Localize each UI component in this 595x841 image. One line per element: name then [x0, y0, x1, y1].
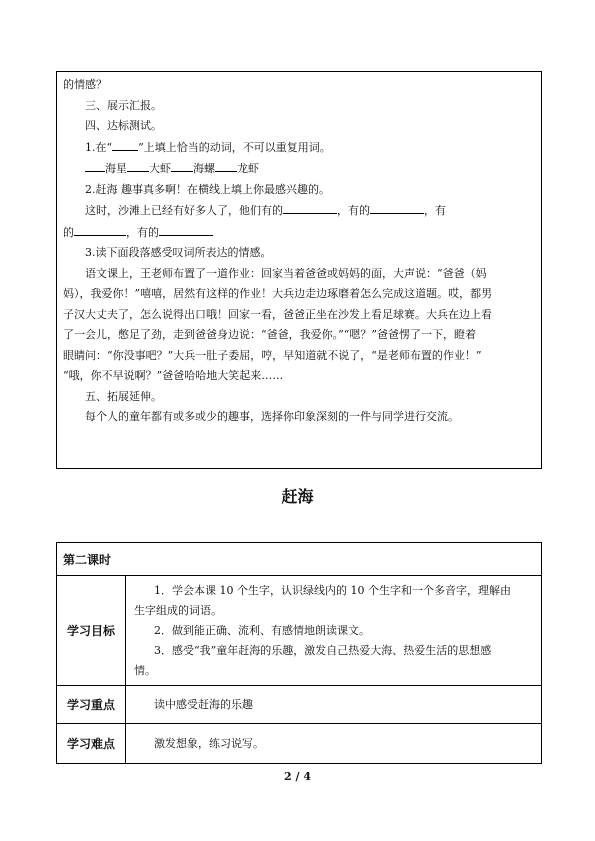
fill-line: 这时，沙滩上已经有好多人了，他们有的 ，有的 ，有: [63, 200, 535, 222]
answer-blank[interactable]: [112, 137, 138, 151]
verb-fill-line: 海星 大虾 海螺 龙虾: [63, 158, 535, 180]
text-line: 每个人的童年都有或多或少的趣事，选择你印象深刻的一件与同学进行交流。: [85, 410, 459, 423]
table-header: 第二课时: [57, 543, 542, 576]
lesson-plan-table: [56, 542, 542, 764]
difficulty-label: 学习难点: [57, 724, 126, 764]
focus-content: 读中感受赶海的乐趣: [126, 686, 542, 724]
section-heading: 五、拓展延伸。: [85, 389, 162, 403]
difficulty-content: 激发想象，练习说写。: [126, 724, 542, 764]
passage-line: 子汉大丈夫了，怎么说得出口哦！回家一看，爸爸正坐在沙发上看足球赛。大兵在边上看: [63, 307, 492, 321]
answer-blank[interactable]: [171, 158, 193, 172]
answer-blank[interactable]: [283, 200, 337, 214]
answer-blank[interactable]: [370, 200, 424, 214]
section-title: 赶海: [281, 487, 314, 506]
goals-label: 学习目标: [57, 576, 126, 686]
answer-blank[interactable]: [215, 158, 237, 172]
goals-content: 1．学会本课 10 个生字，认识绿线内的 10 个生字和一个多音字，理解由 生字组成的词语。 2．做到能正确、流利、有感情地朗读课文。 3．感受“我”童年赶海的乐趣，激发自己热爱大海、热爱生活的思想感 情。: [126, 576, 542, 686]
answer-blank[interactable]: [74, 222, 126, 236]
answer-blank[interactable]: [127, 158, 149, 172]
passage-line: 妈），我爱你！”嘻嘻，居然有这样的作业！大兵边走边琢磨着怎么完成这道题。哎，都男: [63, 287, 493, 300]
passage-line: 语文课上，王老师布置了一道作业：回家当着爸爸或妈妈的面，大声说：“爸爸（妈: [85, 266, 487, 280]
question-3: 3.读下面段落感受叹词所表达的情感。: [85, 246, 272, 259]
focus-label: 学习重点: [57, 686, 126, 724]
passage-line: 眼睛问：“你没事吧？”大兵一肚子委屈，哼，早知道就不说了，“是老师布置的作业！”: [63, 348, 482, 362]
passage-line: “哦，你不早说啊？”爸爸哈哈地大笑起来……: [63, 369, 284, 382]
question-1: 1.在“ ”上填上恰当的动词，不可以重复用词。: [63, 137, 535, 159]
section-heading: 三、展示汇报。: [85, 98, 162, 112]
fill-line: 的 ，有的: [63, 222, 535, 244]
answer-blank[interactable]: [159, 222, 213, 236]
answer-blank[interactable]: [85, 158, 105, 172]
passage-line: 了一会儿，憋足了劲，走到爸爸身边说：“爸爸，我爱你。”“嗯？”爸爸愣了一下，瞪着: [63, 328, 476, 341]
text-line: 的情感？: [63, 78, 107, 91]
page-number: 2 / 4: [284, 770, 311, 783]
question-2: 2.赶海 趣事真多啊！在横线上填上你最感兴趣的。: [85, 182, 330, 196]
section-heading: 四、达标测试。: [85, 119, 162, 132]
worksheet-box: [56, 71, 542, 469]
